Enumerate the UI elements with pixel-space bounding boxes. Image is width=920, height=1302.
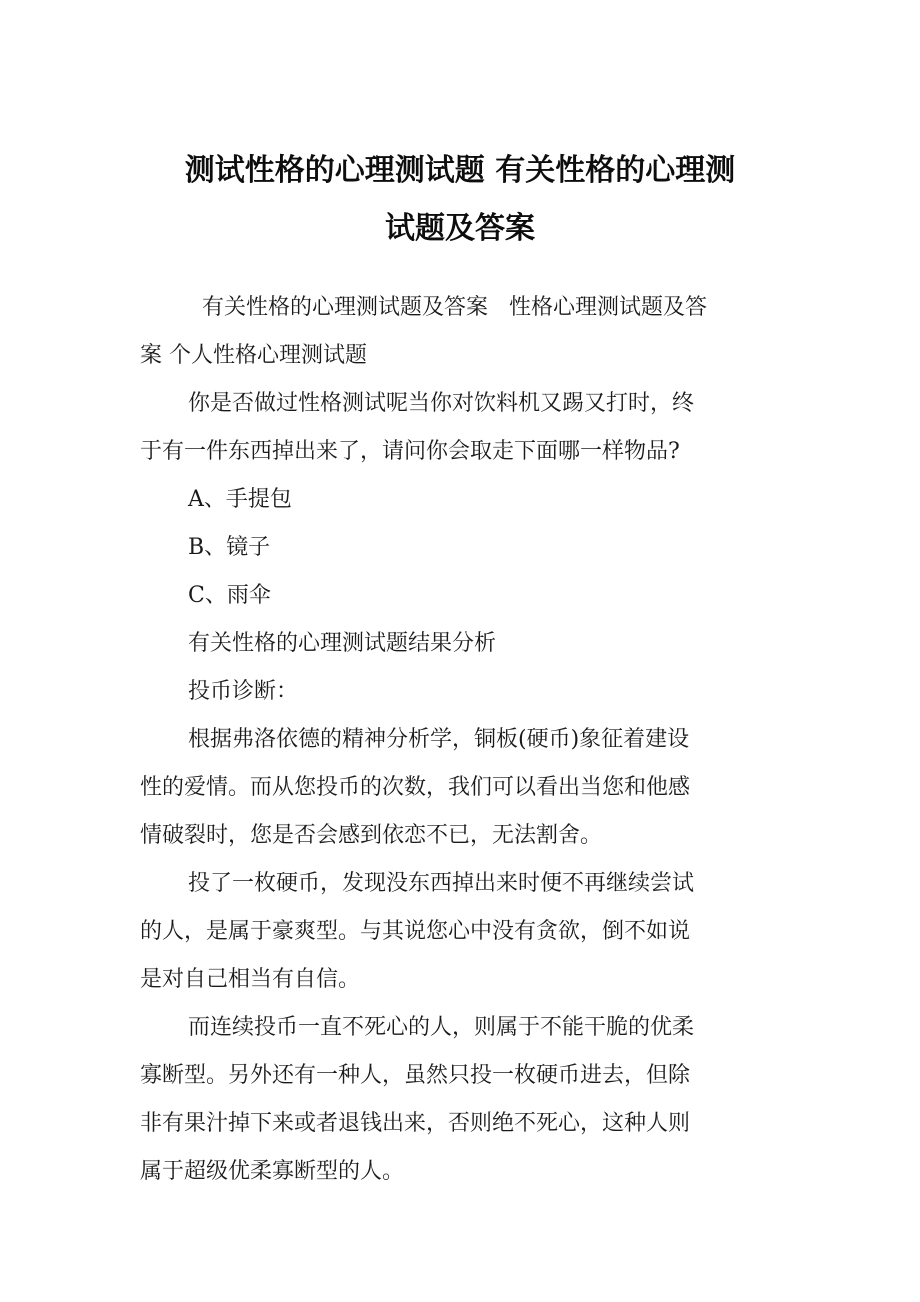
p3-line-3: 非有果汁掉下来或者退钱出来，否则绝不死心，这种人则 bbox=[140, 1111, 691, 1136]
tags-line-1: 有关性格的心理测试题及答案 性格心理测试题及答 bbox=[202, 295, 707, 320]
p3-line-2: 寡断型。另外还有一种人，虽然只投一枚硬币进去，但除 bbox=[140, 1063, 691, 1088]
p1-line-2: 性的爱情。而从您投币的次数，我们可以看出当您和他感 bbox=[140, 775, 691, 800]
p1-line-3: 情破裂时，您是否会感到依恋不已，无法割舍。 bbox=[140, 823, 603, 848]
p1-line-1: 根据弗洛依德的精神分析学，铜板(硬币)象征着建设 bbox=[188, 727, 690, 752]
question-line-1: 你是否做过性格测试呢当你对饮料机又踢又打时，终 bbox=[188, 391, 695, 416]
question-paragraph bbox=[140, 380, 770, 476]
option-b: B、镜子 bbox=[188, 535, 271, 560]
title-line-2: 试题及答案 bbox=[385, 211, 535, 246]
diagnosis-heading: 投币诊断： bbox=[188, 679, 299, 704]
paragraph-one-coin bbox=[140, 860, 770, 1004]
title-line-1: 测试性格的心理测试题 有关性格的心理测 bbox=[184, 153, 736, 188]
option-c: C、雨伞 bbox=[188, 583, 271, 608]
analysis-heading: 有关性格的心理测试题结果分析 bbox=[188, 631, 497, 656]
p2-line-2: 的人，是属于豪爽型。与其说您心中没有贪欲，倒不如说 bbox=[140, 919, 691, 944]
document-title bbox=[130, 142, 790, 258]
p3-line-4: 属于超级优柔寡断型的人。 bbox=[140, 1159, 405, 1184]
question-line-2: 于有一件东西掉出来了，请问你会取走下面哪一样物品? bbox=[140, 439, 680, 464]
p3-line-1: 而连续投币一直不死心的人，则属于不能干脆的优柔 bbox=[188, 1015, 695, 1040]
paragraph-freud bbox=[140, 716, 770, 860]
p2-line-3: 是对自己相当有自信。 bbox=[140, 967, 361, 992]
keyword-tags bbox=[140, 284, 770, 380]
document-body bbox=[140, 284, 770, 1196]
p2-line-1: 投了一枚硬币，发现没东西掉出来时便不再继续尝试 bbox=[188, 871, 695, 896]
paragraph-indecisive bbox=[140, 1004, 770, 1196]
tags-line-2: 案 个人性格心理测试题 bbox=[140, 343, 367, 368]
option-a: A、手提包 bbox=[188, 487, 292, 512]
